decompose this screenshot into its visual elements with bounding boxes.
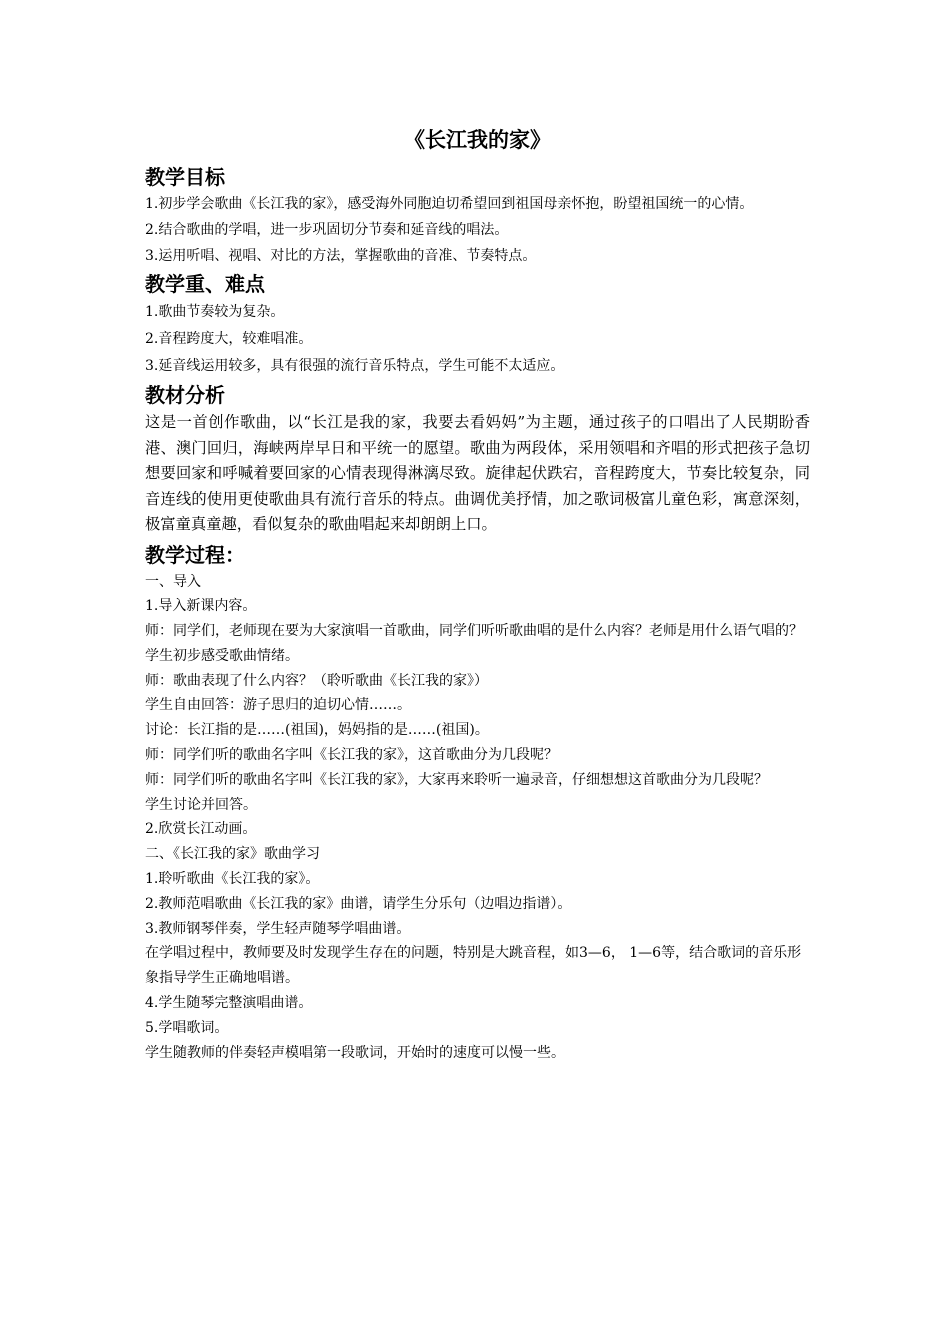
process-line: 1.导入新课内容。 — [145, 598, 257, 615]
section-heading-keypoints: 教学重、难点 — [145, 272, 265, 296]
process-line: 讨论：长江指的是……(祖国)，妈妈指的是……(祖国)。 — [145, 722, 489, 739]
keypoint-item: 3.延音线运用较多，具有很强的流行音乐特点，学生可能不太适应。 — [145, 358, 565, 374]
process-line: 师：同学们听的歌曲名字叫《长江我的家》，这首歌曲分为几段呢？ — [145, 747, 558, 764]
process-line: 二、《长江我的家》歌曲学习 — [145, 846, 320, 863]
document-title: 《长江我的家》 — [404, 128, 551, 152]
analysis-paragraph: 这是一首创作歌曲，以“长江是我的家，我要去看妈妈”为主题，通过孩子的口唱出了人民期盼香港、澳门回归，海峡两岸早日和平统一的愿望。歌曲为两段体，采用领唱和齐唱的形式把孩子急切想要回家和呼喊着要回家的心情表现得淋漓尽致。旋律起伏跌宕，音程跨度大，节奏比较复杂，同音连线的使用更使歌曲具有流行音乐的特点。曲调优美抒情，加之歌词极富儿童色彩，寓意深刻，极富童真童趣，看似复杂的歌曲唱起来却朗朗上口。 — [145, 413, 810, 533]
process-line: 师：同学们听的歌曲名字叫《长江我的家》，大家再来聆听一遍录音，仔细想想这首歌曲分为几段呢？ — [145, 771, 768, 788]
process-line: 学生讨论并回答。 — [145, 796, 257, 813]
process-line: 3.教师钢琴伴奏，学生轻声随琴学唱曲谱。 — [145, 920, 411, 937]
process-line: 一、导入 — [145, 573, 201, 590]
goal-item: 3.运用听唱、视唱、对比的方法，掌握歌曲的音准、节奏特点。 — [145, 248, 537, 264]
section-heading-analysis: 教材分析 — [145, 383, 225, 407]
section-heading-process: 教学过程： — [145, 542, 245, 567]
process-line: 师：同学们，老师现在要为大家演唱一首歌曲，同学们听听歌曲唱的是什么内容？老师是用什么语气唱的？ — [145, 623, 803, 640]
process-line: 师：歌曲表现了什么内容？（聆听歌曲《长江我的家》） — [145, 672, 488, 689]
process-line: 2.欣赏长江动画。 — [145, 821, 257, 838]
process-line: 学生自由回答：游子思归的迫切心情……。 — [145, 697, 411, 714]
keypoint-item: 1.歌曲节奏较为复杂。 — [145, 304, 285, 320]
section-heading-goals: 教学目标 — [145, 165, 225, 189]
keypoint-item: 2.音程跨度大，较难唱准。 — [145, 331, 313, 347]
process-line: 在学唱过程中，教师要及时发现学生存在的问题，特别是大跳音程，如3—6， 1—6等，结合歌词的音乐形象指导学生正确地唱谱。 — [145, 945, 802, 987]
process-line: 5.学唱歌词。 — [145, 1019, 229, 1036]
document-body — [145, 122, 810, 1065]
process-line: 学生初步感受歌曲情绪。 — [145, 647, 299, 664]
goal-item: 1.初步学会歌曲《长江我的家》，感受海外同胞迫切希望回到祖国母亲怀抱，盼望祖国统一的心情。 — [145, 196, 754, 212]
process-line: 2.教师范唱歌曲《长江我的家》曲谱，请学生分乐句（边唱边指谱）。 — [145, 895, 572, 912]
process-line: 1.聆听歌曲《长江我的家》。 — [145, 871, 320, 888]
goal-item: 2.结合歌曲的学唱，进一步巩固切分节奏和延音线的唱法。 — [145, 222, 509, 238]
process-line: 4.学生随琴完整演唱曲谱。 — [145, 995, 313, 1012]
process-line: 学生随教师的伴奏轻声模唱第一段歌词，开始时的速度可以慢一些。 — [145, 1044, 565, 1061]
